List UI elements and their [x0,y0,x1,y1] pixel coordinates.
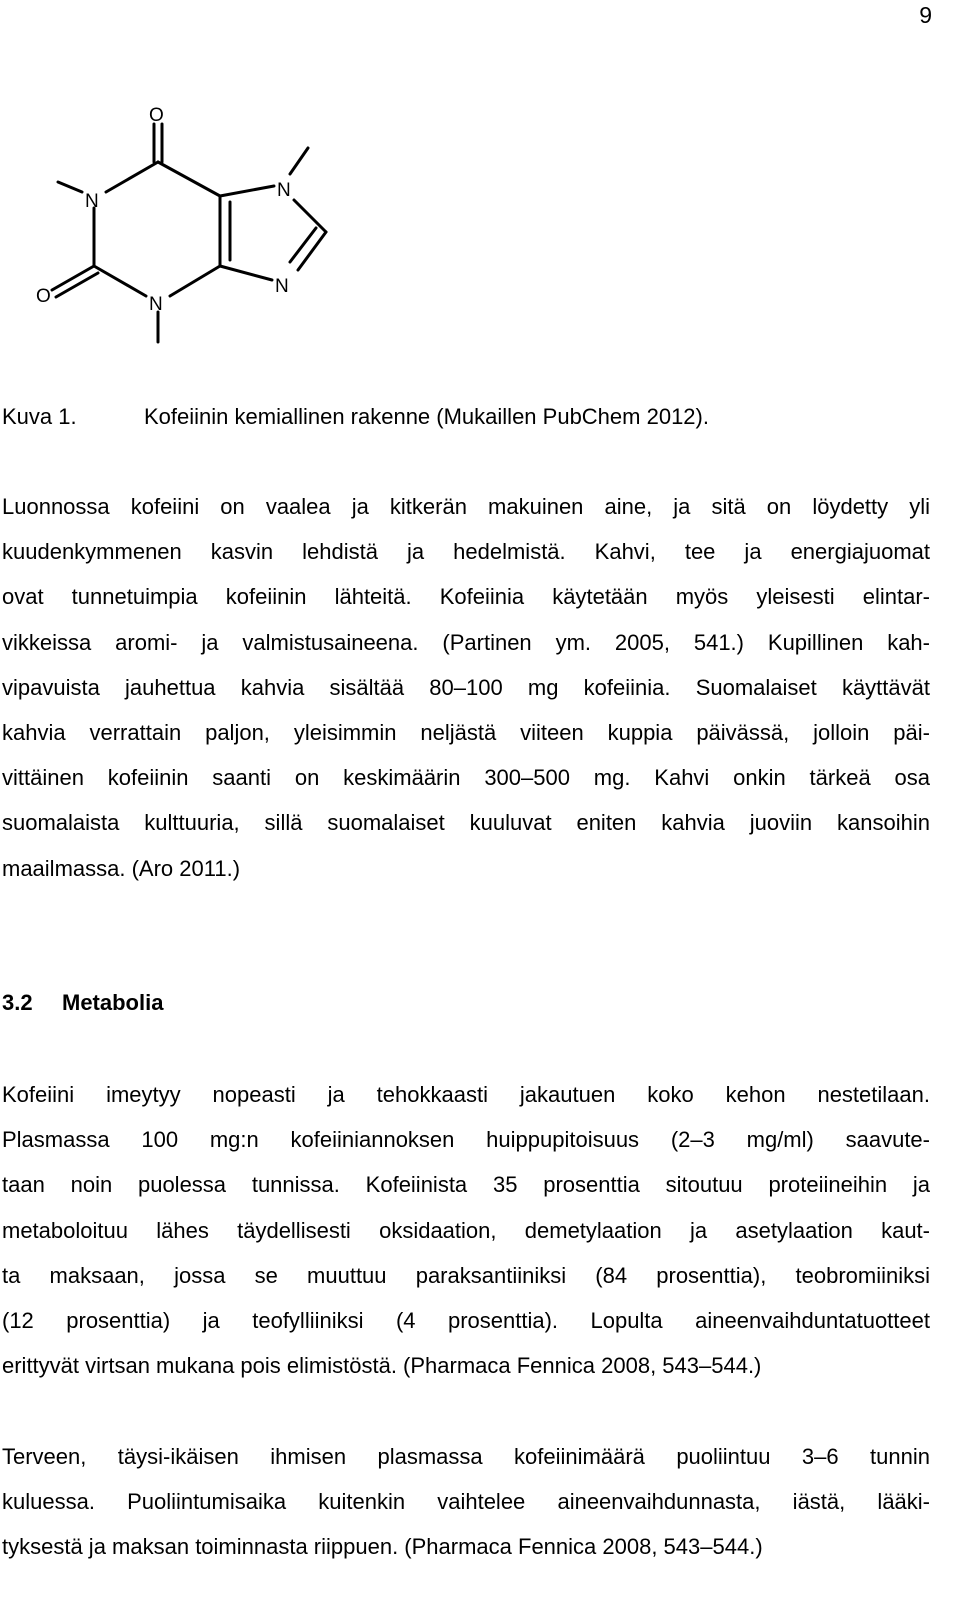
text-line: Terveen, täysi-ikäisen ihmisen plasmassa kofeiinimäärä puoliintuu 3–6 tunnin [2,1444,930,1469]
text-line: suomalaista kulttuuria, sillä suomalaiset kuuluvat eniten kahvia juoviin kansoihin [2,810,930,836]
text-line: vikkeissa aromi- ja valmistusaineena. (Partinen ym. 2005, 541.) Kupillinen kah- [2,629,930,655]
text-line: taan noin puolessa tunnissa. Kofeiinista 35 prosenttia sitoutuu proteiineihin ja [2,1172,930,1198]
section-title: Metabolia [62,990,164,1015]
bond-c8-n9 [298,232,326,270]
bond-c8-n9-double [290,228,316,262]
bond-c2-n3 [94,266,146,296]
text-line: kuluessa. Puoliintumisaika kuitenkin vaihtelee aineenvaihdunnasta, iästä, lääki- [2,1489,930,1515]
bond-n7-methyl [290,148,308,174]
bond-n7-c8 [294,200,326,232]
text-line: vipavuista jauhettua kahvia sisältää 80–100 mg kofeiinia. Suomalaiset käyttävät [2,674,930,700]
bond-c5-c6 [158,162,220,196]
section-number: 3.2 [2,990,33,1015]
caption-text: Kofeiinin kemiallinen rakenne (Mukaillen PubChem 2012). [144,404,709,429]
bond-c5-n7 [220,186,274,196]
text-line: Luonnossa kofeiini on vaalea ja kitkerän makuinen aine, ja sitä on löydetty yli [2,494,930,519]
text-line: kuudenkymmenen kasvin lehdistä ja hedelmistä. Kahvi, tee ja energiajuomat [2,539,930,565]
paragraph-metabolism [2,1072,930,1388]
text-line: metaboloituu lähes täydellisesti oksidaation, demetylaation ja asetylaation kaut- [2,1217,930,1243]
section-heading [2,990,163,1016]
bond-n1-methyl [58,182,82,192]
text-line: kahvia verrattain paljon, yleisimmin neljästä viiteen kuppia päivässä, jolloin päi- [2,719,930,745]
atom-o-left: O [36,286,51,307]
text-line: (12 prosenttia) ja teofylliiniksi (4 prosenttia). Lopulta aineenvaihduntatuotteet [2,1307,930,1333]
text-line: ovat tunnetuimpia kofeiinin lähteitä. Kofeiinia käytetään myös yleisesti elintar- [2,584,930,610]
text-line: maailmassa. (Aro 2011.) [2,855,241,881]
atom-n1: N [85,191,99,212]
bond-n3-c4 [170,266,220,296]
figure-caption [2,404,709,430]
caption-number: Kuva 1. [2,404,77,429]
text-line: Plasmassa 100 mg:n kofeiiniannoksen huippupitoisuus (2–3 mg/ml) saavute- [2,1127,930,1153]
text-line: ta maksaan, jossa se muuttuu paraksantiiniksi (84 prosenttia), teobromiiniksi [2,1262,930,1288]
atom-o-top: O [149,105,164,126]
text-line: Kofeiini imeytyy nopeasti ja tehokkaasti jakautuen koko kehon nestetilaan. [2,1082,930,1107]
bond-c6-n1 [106,162,158,192]
caffeine-structure-diagram [22,96,332,352]
paragraph-intro [2,484,930,891]
atom-n3: N [149,294,163,315]
text-line: erittyvät virtsan mukana pois elimistöstä. (Pharmaca Fennica 2008, 543–544.) [2,1353,762,1379]
text-line: vittäinen kofeiinin saanti on keskimäärin 300–500 mg. Kahvi onkin tärkeä osa [2,765,930,791]
page-number: 9 [919,2,932,28]
atom-n7: N [277,180,291,201]
text-line: tyksestä ja maksan toiminnasta riippuen. (Pharmaca Fennica 2008, 543–544.) [2,1534,763,1560]
paragraph-half-life [2,1434,930,1570]
atom-n9: N [275,276,289,297]
bond-n9-c4 [220,266,272,280]
